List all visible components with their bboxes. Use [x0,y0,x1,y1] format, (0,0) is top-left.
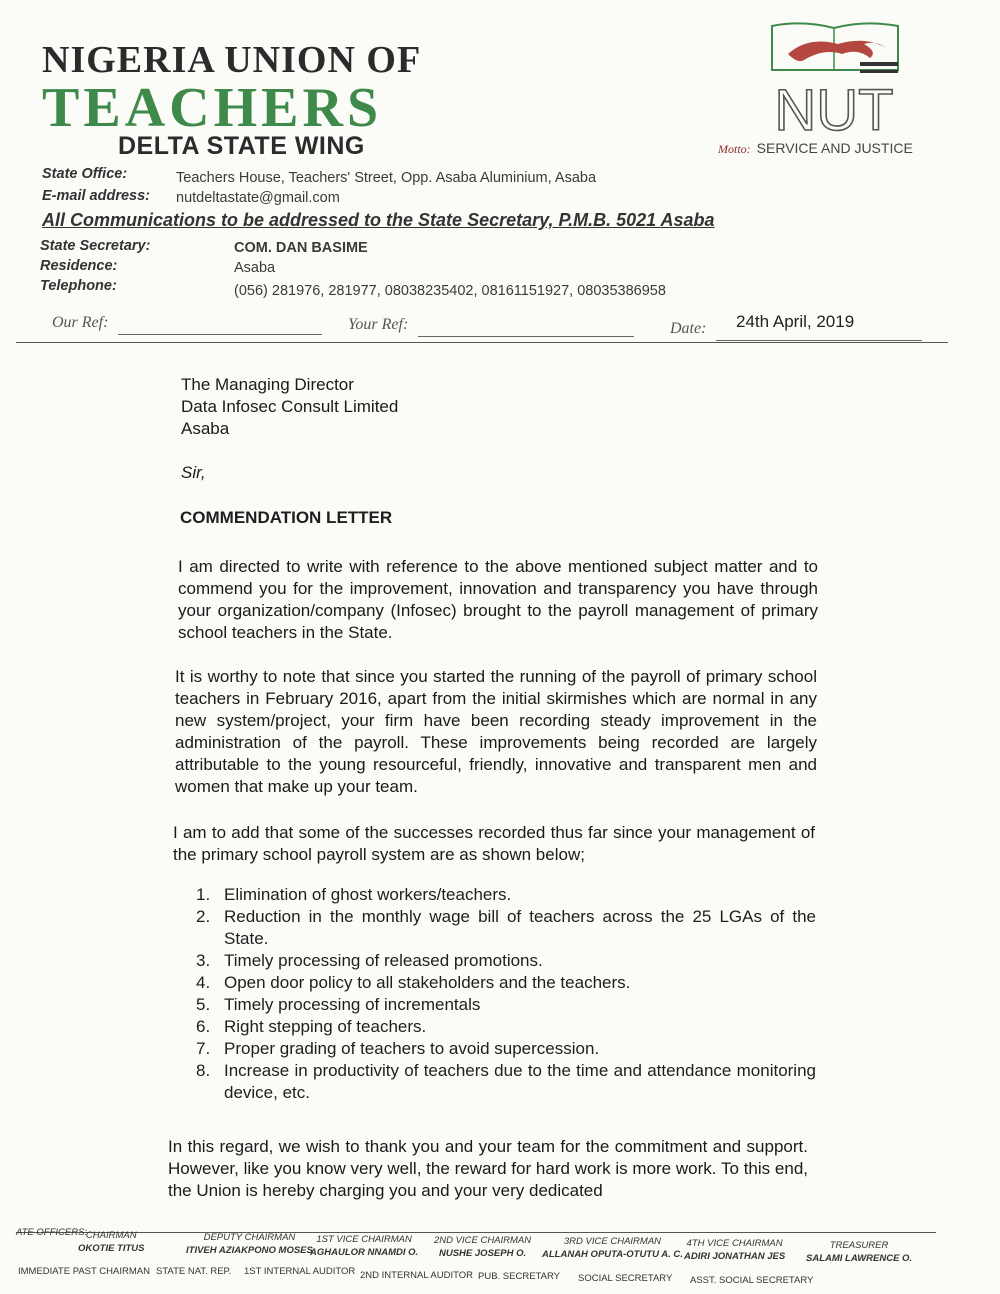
header-divider [16,342,948,343]
recipient-line: Data Infosec Consult Limited [181,397,399,416]
recipient-line: Asaba [181,419,230,438]
paragraph-1: I am directed to write with reference to the above mentioned subject matter and to commend you for the improvement, innovation and transparency you have through your organization/company (Infosec) brought to the payroll management of primary school teachers in the State. [178,557,818,642]
telephone-label: Telephone: [40,278,117,294]
nut-logo [768,18,902,136]
officer-1st-vice-chairman: 1ST VICE CHAIRMAN AGHAULOR NNAMDI O. [310,1234,419,1258]
list-item: 7. Proper grading of teachers to avoid supercession. [196,1039,600,1058]
state-office-label: State Office: [42,166,128,182]
secretary-label: State Secretary: [40,238,151,254]
org-name-line1: NIGERIA UNION OF [42,39,422,81]
list-item: 8. Increase in productivity of teachers due to the time and attendance monitoring device, etc. [196,1061,816,1102]
our-ref-field [118,316,322,335]
residence-label: Residence: [40,258,118,274]
telephone-value: (056) 281976, 281977, 08038235402, 08161151927, 08035386958 [234,283,666,299]
motto [718,140,913,157]
date-value: 24th April, 2019 [736,312,855,331]
recipient-block [181,374,398,440]
footer-role: SOCIAL SECRETARY [578,1273,673,1284]
officer-3rd-vice-chairman: 3RD VICE CHAIRMAN ALLANAH OPUTA-OTUTU A. C. [542,1236,683,1260]
your-ref-label: Your Ref: [348,316,409,333]
list-item: 1. Elimination of ghost workers/teachers. [196,885,512,904]
secretary-value: COM. DAN BASIME [234,240,368,256]
letter-subject: COMMENDATION LETTER [180,508,393,527]
footer-role: PUB. SECRETARY [478,1271,561,1282]
list-item: 5. Timely processing of incrementals [196,995,481,1014]
list-item: 2. Reduction in the monthly wage bill of teachers across the 25 LGAs of the State. [196,907,816,948]
org-wing: DELTA STATE WING [118,132,365,160]
your-ref-field [418,318,634,337]
email-label: E-mail address: [42,188,150,204]
state-office-value: Teachers House, Teachers' Street, Opp. Asaba Aluminium, Asaba [176,170,597,186]
successes-list [196,884,816,1104]
residence-value: Asaba [234,260,276,276]
officer-treasurer: TREASURER SALAMI LAWRENCE O. [806,1240,913,1264]
list-item: 6. Right stepping of teachers. [196,1017,427,1036]
communications-notice: All Communications to be addressed to the State Secretary, P.M.B. 5021 Asaba [42,210,715,230]
motto-value: SERVICE AND JUSTICE [756,140,913,156]
our-ref-label: Our Ref: [52,314,109,331]
footer-role: 1ST INTERNAL AUDITOR [244,1266,356,1277]
date-label: Date: [670,320,707,337]
email-value: nutdeltastate@gmail.com [176,190,340,206]
logo-text: NUT [774,78,894,136]
paragraph-2: It is worthy to note that since you started the running of the payroll of primary school teachers in February 2016, apart from the initial skirmishes which are normal in any new system/project, your firm have been recording steady improvement in the administration of the payroll. These improvements being recorded are largely attributable to the young resourceful, friendly, innovative and transparent men and women that make up your team. [175,667,817,796]
officer-4th-vice-chairman: 4TH VICE CHAIRMAN ADIRI JONATHAN JES [684,1238,786,1262]
officer-2nd-vice-chairman: 2ND VICE CHAIRMAN NUSHE JOSEPH O. [434,1235,532,1259]
footer-role: 2ND INTERNAL AUDITOR [360,1270,473,1281]
motto-label: Motto: [718,142,751,156]
org-name-line2: TEACHERS [42,77,383,139]
footer-divider [16,1232,936,1233]
closing-paragraph: In this regard, we wish to thank you and your team for the commitment and support. However, like you know very well, the reward for hard work is more work. To this end, the Union is hereby charging you and your very dedicated [168,1137,808,1200]
officers-label: ATE OFFICERS: [16,1227,88,1238]
officer-chairman: CHAIRMAN OKOTIE TITUS [78,1230,145,1254]
officer-deputy-chairman: DEPUTY CHAIRMAN ITIVEH AZIAKPONO MOSES [186,1232,313,1256]
list-item: 3. Timely processing of released promotions. [196,951,543,970]
list-item: 4. Open door policy to all stakeholders and the teachers. [196,973,631,992]
paragraph-3: I am to add that some of the successes recorded thus far since your management of the primary school payroll system are as shown below; [173,823,815,864]
footer-role: ASST. SOCIAL SECRETARY [690,1275,814,1286]
footer-role: STATE NAT. REP. [156,1266,232,1277]
recipient-line: The Managing Director [181,375,354,394]
footer-role: IMMEDIATE PAST CHAIRMAN [18,1266,150,1277]
salutation: Sir, [181,463,206,482]
